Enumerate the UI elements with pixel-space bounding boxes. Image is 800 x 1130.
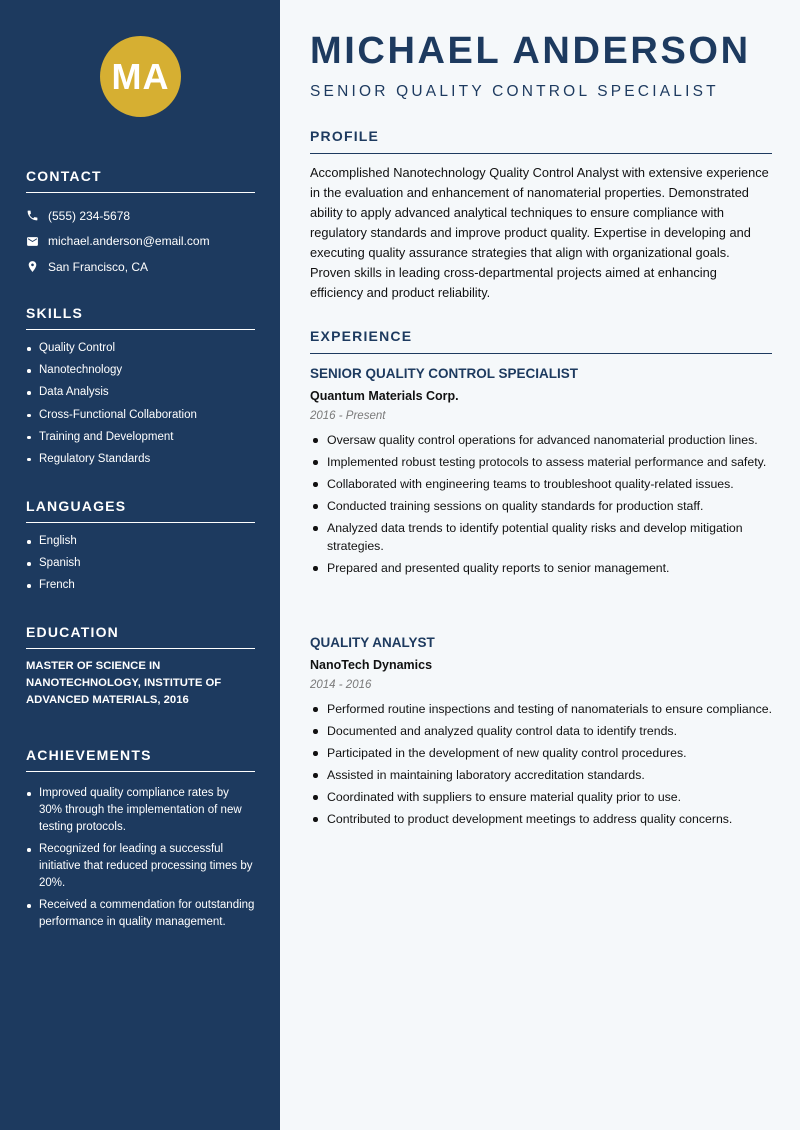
- language-item: French: [26, 577, 255, 594]
- contact-email-text: michael.anderson@email.com: [48, 234, 210, 249]
- contact-location: [26, 254, 255, 280]
- job-duty: Analyzed data trends to identify potential quality risks and develop mitigation strategies.: [310, 519, 772, 555]
- profile-text: Accomplished Nanotechnology Quality Control Analyst with extensive experience in the evaluation and enhancement of nanomaterial properties. Demonstrated ability to apply advanced analytical techniques to ensure compliance with regulatory standards and improve product quality. Expertise in developing and executing quality assurance strategies that align with organizational goals. Proven skills in leading cross-departmental projects aimed at enhancing efficiency and product reliability.: [310, 165, 769, 300]
- achievements-section: [26, 747, 255, 936]
- job-title: QUALITY ANALYST: [310, 635, 435, 650]
- job-duty: Coordinated with suppliers to ensure material quality prior to use.: [310, 788, 772, 806]
- achievement-item: Recognized for leading a successful initiative that reduced processing times by 20%.: [26, 841, 255, 892]
- education-degree: MASTER OF SCIENCE IN NANOTECHNOLOGY, INSTITUTE OF ADVANCED MATERIALS, 2016: [26, 660, 222, 706]
- job-duty: Conducted training sessions on quality standards for production staff.: [310, 497, 772, 515]
- achievements-list: [26, 785, 255, 931]
- skills-heading: SKILLS: [26, 305, 255, 330]
- avatar: [100, 36, 181, 117]
- job-company: Quantum Materials Corp.: [310, 389, 459, 403]
- profile-heading: PROFILE: [310, 128, 772, 154]
- achievements-heading: ACHIEVEMENTS: [26, 747, 255, 772]
- skill-item: Quality Control: [26, 340, 255, 357]
- contact-phone-text: (555) 234-5678: [48, 208, 131, 223]
- job-duty: Assisted in maintaining laboratory accreditation standards.: [310, 766, 772, 784]
- contact-heading: CONTACT: [26, 168, 255, 193]
- languages-heading: LANGUAGES: [26, 498, 255, 523]
- languages-section: [26, 498, 255, 600]
- skill-item: Training and Development: [26, 429, 255, 446]
- contact-list: [26, 203, 255, 280]
- job-duty: Documented and analyzed quality control data to identify trends.: [310, 722, 772, 740]
- job-duties: [310, 700, 772, 828]
- job-duty: Oversaw quality control operations for advanced nanomaterial production lines.: [310, 431, 772, 449]
- location-pin-icon: [26, 260, 48, 273]
- achievement-item: Received a commendation for outstanding performance in quality management.: [26, 897, 255, 931]
- job-dates: 2014 - 2016: [310, 679, 372, 691]
- language-item: Spanish: [26, 555, 255, 572]
- language-item: English: [26, 533, 255, 550]
- education-section: [26, 624, 255, 709]
- job-duty: Implemented robust testing protocols to assess material performance and safety.: [310, 453, 772, 471]
- skill-item: Nanotechnology: [26, 362, 255, 379]
- contact-email: [26, 229, 255, 255]
- job-duty: Collaborated with engineering teams to troubleshoot quality-related issues.: [310, 475, 772, 493]
- skill-item: Regulatory Standards: [26, 451, 255, 468]
- job-company: NanoTech Dynamics: [310, 658, 433, 672]
- candidate-name: MICHAEL ANDERSON: [310, 30, 751, 72]
- achievement-item: Improved quality compliance rates by 30% through the implementation of new testing protocols.: [26, 785, 255, 836]
- experience-heading: EXPERIENCE: [310, 328, 772, 354]
- contact-location-text: San Francisco, CA: [48, 259, 149, 274]
- skill-item: Data Analysis: [26, 384, 255, 401]
- job-duties: [310, 431, 772, 577]
- job-entry: [310, 366, 772, 581]
- languages-list: [26, 533, 255, 594]
- skills-list: [26, 340, 255, 468]
- contact-phone: [26, 203, 255, 229]
- job-duty: Contributed to product development meetings to address quality concerns.: [310, 810, 772, 828]
- sidebar: [0, 0, 280, 1130]
- job-title: SENIOR QUALITY CONTROL SPECIALIST: [310, 366, 579, 381]
- job-dates: 2016 - Present: [310, 410, 386, 422]
- avatar-initials: MA: [111, 55, 170, 97]
- email-icon: [26, 235, 48, 248]
- job-duty: Prepared and presented quality reports to senior management.: [310, 559, 772, 577]
- job-entry: [310, 635, 772, 832]
- job-duty: Performed routine inspections and testing of nanomaterials to ensure compliance.: [310, 700, 772, 718]
- phone-icon: [26, 209, 48, 222]
- job-duty: Participated in the development of new quality control procedures.: [310, 744, 772, 762]
- candidate-title: SENIOR QUALITY CONTROL SPECIALIST: [310, 83, 719, 100]
- education-heading: EDUCATION: [26, 624, 255, 649]
- skill-item: Cross-Functional Collaboration: [26, 407, 255, 424]
- contact-section: [26, 168, 255, 280]
- skills-section: [26, 305, 255, 473]
